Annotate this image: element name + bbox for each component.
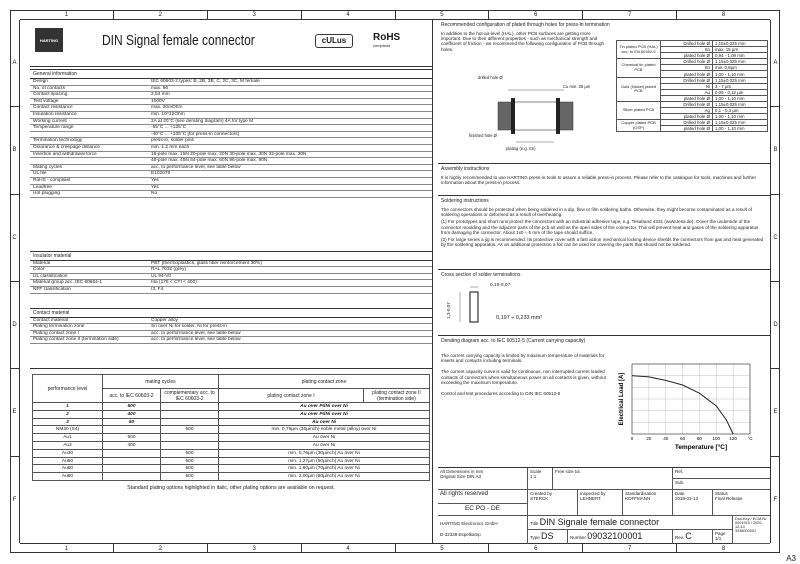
plating-param: Drilled hole Ø (661, 101, 713, 107)
spec-label (30, 158, 148, 165)
spec-label: Plating contact zone II (termination side) (30, 337, 148, 344)
sheet-size: A3 (786, 554, 796, 563)
spec-row (30, 177, 432, 184)
right-panel (438, 20, 770, 543)
spec-label: Test voltage (30, 98, 148, 105)
spec-value: IIIa (175 < CTI < 400) (148, 280, 432, 287)
plating-row (617, 120, 768, 126)
derating-p2: The current capacity curve is valid for continuous, non interrupted current loaded contacts of connectors when simultaneous power on all contacts is given, without exceeding the maximum temperature. (441, 369, 606, 385)
plating-param: Sn (661, 47, 713, 53)
perf-plating: Au over Ni (219, 434, 430, 442)
plating-value: max. 15 µm (713, 47, 768, 53)
perf-header-zone2: plating contact zone II (termination side) (364, 389, 430, 403)
ruler-col-5: 5 (395, 10, 489, 19)
spec-label: UL file (30, 171, 148, 178)
assembly-section (438, 164, 770, 196)
tb-number: Number 09032100001 (568, 530, 673, 544)
plating-row (617, 59, 768, 65)
spec-label: UL classification (30, 273, 148, 280)
perf-header-compl: complementary acc. to IEC 60603-2 (161, 389, 219, 403)
spec-value: 2,54 mm (148, 92, 432, 99)
spec-value: E102079 (148, 171, 432, 178)
plating-param: plated hole Ø (661, 126, 713, 132)
spec-value: PBT (thermoplastics, glass fiber reinforcement 30%) (148, 261, 432, 267)
spec-row (30, 111, 432, 118)
plating-type: Copper plated PCB (OSP) (617, 120, 661, 132)
derating-title: Derating diagram acc. to IEC 60512-5 (Current carrying capacity) (441, 338, 586, 344)
spec-label: RoHS - compliant (30, 177, 148, 184)
perf-compl (161, 418, 219, 426)
spec-value: 1000V (148, 98, 432, 105)
tb-status: Status Final Release (713, 490, 770, 516)
spec-row (30, 267, 432, 274)
spec-row (30, 131, 432, 138)
perf-compl: 500 (161, 473, 219, 481)
perf-iec (103, 457, 161, 465)
perf-iec: 500 (103, 434, 161, 442)
plating-value: 1,00 - 1,10 mm (713, 114, 768, 120)
ruler-col-8: 8 (676, 10, 770, 19)
label-finished: finished hole Ø (469, 133, 497, 138)
insulator-table (30, 261, 432, 294)
contact-table (30, 318, 432, 344)
soldering-p2: (1) For prototypes and short runs protect the connectors with an industrial adhesive tape, e.g. Tesaband 4331 (www.tesa.de). Cover the underside of the connector moulding and the adjacent parts of the pcb as well as the open sides of the connector. This will prevent heat and gases of the soldering apparatus from damaging the connector. About 1x0 ÷ 5 mm of the tape should suffice. (441, 219, 759, 235)
plating-param: plated hole Ø (661, 114, 713, 120)
plating-row (617, 101, 768, 107)
spec-value: I3, F4 (148, 287, 432, 294)
perf-compl (161, 442, 219, 450)
ruler-col-4: 4 (301, 10, 395, 19)
ruler-col-7: 7 (582, 10, 676, 19)
plating-param: Drilled hole Ø (661, 120, 713, 126)
perf-compl (161, 403, 219, 411)
ul-cert-icon: cULus (315, 34, 353, 48)
ruler-col-3: 3 (207, 544, 301, 553)
plating-param: plated hole Ø (661, 53, 713, 59)
pcb-section (438, 20, 770, 164)
ruler-col-5: 5 (395, 544, 489, 553)
spec-value: Yes (148, 177, 432, 184)
ruler-row-B: B (10, 106, 19, 193)
label-drilled: drilled hole Ø (478, 75, 503, 80)
perf-compl (161, 434, 219, 442)
plating-type: Tin plated PCB (HAL) acc. to EN 60352-5 (617, 41, 661, 59)
chart-ylabel: Electrical Load [A] (619, 372, 625, 426)
insulator-title: Insulator material (30, 252, 432, 261)
spec-label: Hot plugging (30, 191, 148, 198)
plating-value: 0,05 - 0,12 µm (713, 89, 768, 95)
plating-note: Standard plating options highlighted in italic, other plating options are available on request. (127, 485, 335, 491)
spec-value: UL 94-V0 (148, 273, 432, 280)
label-plating: plating (e.g. Sn) (506, 146, 536, 151)
plating-value: 1,00 - 1,10 mm (713, 126, 768, 132)
tb-scale: Scale 1:1 (528, 468, 553, 490)
plating-param: Drilled hole Ø (661, 77, 713, 83)
tb-ref: Ref. (673, 468, 770, 479)
spec-value: Yes (148, 184, 432, 191)
spec-label (30, 131, 148, 138)
perf-plating: min. 1,27µm (50µinch) Au over Ni (219, 457, 430, 465)
plating-value: 1,15±0,025 mm (713, 101, 768, 107)
spec-row (30, 273, 432, 280)
perf-row (33, 465, 430, 473)
plating-type: Chemical tin plated PCB (617, 59, 661, 77)
tb-date: Date 2018-03-13 (673, 490, 713, 516)
ruler-col-7: 7 (582, 544, 676, 553)
soldering-p3: (2) For large series a jig is recommended. Its protective cover with a fast action mechanical locking device shields the connectors from gas and heat generated by the soldering apparatus. As an additional protection a foil can be used for covering the parts that should not be soldered. (441, 237, 764, 248)
spec-value: acc. to performance level, see table below (148, 330, 432, 337)
perf-header-zone1: plating contact zone I (219, 389, 364, 403)
perf-level: NM30 (S4) (33, 426, 103, 434)
perf-row (33, 434, 430, 442)
perf-row (33, 473, 430, 481)
spec-value: -40°C ... +105°C [for press-in connectors] (148, 131, 432, 138)
plating-param: Drilled hole Ø (661, 41, 713, 47)
spec-value: No (148, 191, 432, 198)
perf-level: Au50 (33, 457, 103, 465)
derating-p1: The current carrying capacity is limited by maximum temperature of materials for inserts and contacts including terminals. (441, 353, 605, 364)
perf-iec (103, 449, 161, 457)
derating-chart (616, 356, 766, 456)
tb-created: Created by STERCK (528, 490, 578, 516)
header (30, 20, 432, 67)
perf-plating: Au over PdNi over Ni (219, 403, 430, 411)
chart-x-tick: 40 (663, 436, 669, 441)
ruler-row-F: F (10, 456, 19, 543)
spec-label: Plating contact zone I (30, 330, 148, 337)
spec-label: Temperature range (30, 125, 148, 132)
plating-type: Gold (Nickel) plated PCB (617, 77, 661, 101)
chart-x-tick: 100 (712, 436, 721, 441)
perf-level: Au1 (33, 434, 103, 442)
spec-label: Contact resistance (30, 105, 148, 112)
assembly-text: It is highly recommended to use HARTING press-in tools to assure a reliable press-in process. Please refer to the catalogue for tools, machines and further information about the press-in process. (441, 175, 756, 186)
dim-side: 1,3-0,07 (445, 302, 451, 319)
spec-value: 48-pole max. 45N 64-pole max. 60N 96-pole max. 90N (148, 158, 432, 165)
perf-plating: min. 2,00µm (80µinch) Au over Ni (219, 473, 430, 481)
perf-iec: 500 (103, 403, 161, 411)
tb-title: Title DIN Signale female connector (528, 516, 733, 530)
spec-label: No. of contacts (30, 85, 148, 92)
spec-row (30, 92, 432, 99)
perf-header-mating: mating cycles (103, 375, 219, 389)
ruler-col-2: 2 (113, 10, 207, 19)
spec-row (30, 184, 432, 191)
perf-plating: min. 0,76µm (30µinch) Au over Ni (219, 449, 430, 457)
ruler-col-1: 1 (64, 12, 69, 18)
spec-row (30, 138, 432, 145)
ruler-col-2: 2 (113, 544, 207, 553)
perf-iec (103, 473, 161, 481)
spec-label: Color (30, 267, 148, 274)
label-cu: Cu min. 25 µm (563, 84, 591, 89)
perf-compl (161, 410, 219, 418)
perf-iec (103, 465, 161, 473)
spec-row (30, 105, 432, 112)
spec-row (30, 337, 432, 344)
spec-row (30, 144, 432, 151)
plating-value: min. 0,8µm (713, 65, 768, 71)
spec-value: -55°C ... +125°C (148, 125, 432, 132)
tb-rights: All rights reserved (438, 490, 528, 504)
soldering-title: Soldering instructions (441, 198, 489, 204)
ruler-row-C: C (771, 194, 780, 281)
plating-value: 1,00 - 1,10 mm (713, 71, 768, 77)
perf-iec: 50 (103, 418, 161, 426)
chart-xlabel: Temperature [°C] (674, 444, 728, 451)
perf-row (33, 403, 430, 411)
spec-row (30, 280, 432, 287)
left-panel (30, 20, 433, 543)
tb-type: Type DS (528, 530, 568, 544)
spec-row (30, 125, 432, 132)
plating-value: 1,15±0,025 mm (713, 120, 768, 126)
spec-row (30, 158, 432, 165)
ruler-row-A: A (773, 60, 778, 67)
perf-compl: 500 (161, 465, 219, 473)
perf-iec: 400 (103, 410, 161, 418)
perf-row (33, 442, 430, 450)
tb-page: Page 1/1 (713, 530, 733, 544)
general-title: General information (30, 70, 432, 79)
perf-level: 1 (33, 403, 103, 411)
spec-label: Working current (30, 118, 148, 125)
ruler-col-1: 1 (64, 546, 69, 552)
chart-x-tick: 0 (630, 436, 634, 441)
plating-value: 1,15±0,025 mm (713, 41, 768, 47)
spec-label: Leadfree (30, 184, 148, 191)
ruler-col-4: 4 (301, 544, 395, 553)
column-ruler-bottom (20, 543, 770, 553)
perf-level: 2 (33, 410, 103, 418)
tb-sub: Sub. (673, 479, 770, 490)
spec-label: Material (30, 261, 148, 267)
perf-plating: min. 1,60µm (70µinch) Au over Ni (219, 465, 430, 473)
ruler-row-D: D (771, 281, 780, 368)
spec-label: Insulation resistance (30, 111, 148, 118)
tb-inspected: Inspected by LEHNERT (578, 490, 623, 516)
spec-row (30, 330, 432, 337)
perf-row (33, 426, 430, 434)
ruler-row-A: A (12, 60, 17, 67)
plating-type: Silver plated PCB (617, 101, 661, 119)
perf-level: Au30 (33, 449, 103, 457)
perf-compl: 500 (161, 426, 219, 434)
spec-value: acc. to performance level, see table below (148, 164, 432, 171)
ruler-col-8: 8 (676, 544, 770, 553)
perf-level: Au80 (33, 473, 103, 481)
spec-label: Termination technology (30, 138, 148, 145)
perf-row (33, 449, 430, 457)
spec-row (30, 85, 432, 92)
row-ruler-left (10, 20, 20, 543)
tb-dims: All Dimensions in mm Original Size DIN A3 (438, 468, 528, 490)
spec-value: max. 20mOhm (148, 105, 432, 112)
spec-row (30, 287, 432, 294)
spec-label: Mating cycles (30, 164, 148, 171)
title-block (438, 467, 770, 543)
plating-param: Ni (661, 83, 713, 89)
ruler-col-6: 6 (488, 10, 582, 19)
perf-plating: Au over PdNi over Ni (219, 410, 430, 418)
perf-level: Au60 (33, 465, 103, 473)
spec-label: Material group acc. IEC 60664-1 (30, 280, 148, 287)
row-ruler-right (770, 20, 780, 543)
spec-label: Contact spacing (30, 92, 148, 99)
ruler-row-B: B (771, 106, 780, 193)
tb-free: Free size tol. (553, 468, 673, 490)
derating-section (438, 336, 770, 467)
dim-top: 0,15-0,07 (490, 283, 511, 288)
harting-logo: HARTING (35, 28, 63, 52)
column-ruler-top (20, 10, 770, 20)
derating-p3: Control and test procedures according to DIN IEC 60512-5 (441, 391, 561, 397)
ruler-row-D: D (10, 281, 19, 368)
plating-value: 1,00 - 1,10 mm (713, 95, 768, 101)
perf-iec: 400 (103, 442, 161, 450)
spec-label: Design (30, 79, 148, 85)
spec-row (30, 151, 432, 158)
ruler-col-3: 3 (207, 10, 301, 19)
perf-level: 3 (33, 418, 103, 426)
spec-value: min. 10^12Ohm (148, 111, 432, 118)
perf-level: Au2 (33, 442, 103, 450)
page-title: DIN Signal female connector (102, 32, 255, 49)
spec-row (30, 164, 432, 171)
spec-value: min. 1.2 mm each (148, 144, 432, 151)
spec-label: Plating termination zone (30, 324, 148, 331)
spec-value: IEC 60603-2 types: B, 2B, 3B, C, 2C, 3C, M female (148, 79, 432, 85)
spec-value: RAL 7032 (grey) (148, 267, 432, 274)
pcb-text: In addition to the hot-air-level (HAL), other PCB surfaces are getting more important. Due to their different properties - such as mechanical strength and coefficient of friction - we recommend the following configuration of PCB through holes. (441, 31, 605, 52)
assembly-title: Assembly instructions (441, 166, 490, 172)
perf-row (33, 410, 430, 418)
cross-section-diagram (452, 282, 492, 332)
ruler-row-E: E (771, 368, 780, 455)
perf-iec (103, 426, 161, 434)
pcb-title: Recommended configuration of plated through holes for press-in termination (441, 22, 610, 28)
plating-param: Ag (661, 108, 713, 114)
tb-doc: Doc-Key / ECM-Nr. 0001919 / 2020-12-14 3338000001 (733, 516, 770, 544)
tb-rev: Rev. C (673, 530, 713, 544)
spec-row (30, 171, 432, 178)
contact-title: Contact material (30, 309, 432, 318)
perf-plating: Au over Ni (219, 442, 430, 450)
plating-row (617, 77, 768, 83)
spec-label: Contact material (30, 318, 148, 324)
plating-param: Sn (661, 65, 713, 71)
spec-value: press-in, solder pins (148, 138, 432, 145)
plating-value: 1,15±0,025 mm (713, 59, 768, 65)
cross-section (438, 270, 770, 336)
chart-x-tick: 120 (729, 436, 737, 441)
perf-row (33, 457, 430, 465)
plating-param: plated hole Ø (661, 95, 713, 101)
spec-label: Insertion and withdrawal force (30, 151, 148, 158)
plating-value: 1,15±0,025 mm (713, 77, 768, 83)
plating-param: Au (661, 89, 713, 95)
plating-value: 0,94 - 1,09 mm (713, 53, 768, 59)
perf-header-level: performance level (33, 375, 103, 403)
spec-row (30, 324, 432, 331)
perf-compl: 500 (161, 449, 219, 457)
spec-value: 16-pole max. 15N 20-pole max. 20N 30-pole max. 30N 32-pole max. 30N (148, 151, 432, 158)
perf-plating: min. 0,76µm (30µinch) noble metal (alloy) over Ni (219, 426, 430, 434)
spec-label: Clearance & creepage distance (30, 144, 148, 151)
performance-table (32, 374, 430, 481)
chart-x-tick: °C (747, 436, 753, 441)
plating-row (617, 41, 768, 47)
ruler-row-E: E (10, 368, 19, 455)
perf-header-iec: acc. to IEC 60603-2 (103, 389, 161, 403)
spec-value: Copper alloy (148, 318, 432, 324)
perf-compl: 500 (161, 457, 219, 465)
rohs-logo: RoHS compliant (373, 32, 401, 48)
perf-header-plating: plating contact zone (219, 375, 430, 389)
ruler-row-C: C (10, 194, 19, 281)
spec-value: 2A at 20°C (see derating diagram) 4A for type M (148, 118, 432, 125)
general-table (30, 79, 432, 198)
tb-dept: EC PO - DE (438, 504, 528, 516)
tb-company: HARTING Electronics GmbH D-32339 Espelkamp (438, 516, 528, 544)
ruler-row-F: F (771, 456, 780, 543)
tb-std: Standardisation KOFFMANN (623, 490, 673, 516)
cross-title: Cross section of solder terminations (441, 272, 521, 278)
plating-param: Drilled hole Ø (661, 59, 713, 65)
chart-x-tick: 60 (680, 436, 686, 441)
chart-x-tick: 20 (646, 436, 652, 441)
spec-value: Sn over Ni for solder, Ni for press-in (148, 324, 432, 331)
plating-table (616, 40, 768, 132)
spec-row (30, 118, 432, 125)
ruler-col-6: 6 (488, 544, 582, 553)
area-label: 0,197 ÷ 0,233 mm² (496, 315, 543, 321)
soldering-p1: The connectors should be protected when being soldered in a dip, flow or film soldering baths. Otherwise, they might become contaminated as a result of soldering operations or deformed as a result of overheating. (441, 207, 753, 218)
spec-label: NFF classification (30, 287, 148, 294)
chart-x-tick: 80 (696, 436, 702, 441)
spec-row (30, 191, 432, 198)
perf-row (33, 418, 430, 426)
spec-value: acc. to performance level, see table below (148, 337, 432, 344)
plating-value: 3 - 7 µm (713, 83, 768, 89)
performance-section (30, 369, 432, 491)
plating-value: 0,1 - 0,3 µm (713, 108, 768, 114)
spec-value: max. 96 (148, 85, 432, 92)
spec-row (30, 98, 432, 105)
soldering-section (438, 196, 770, 270)
perf-plating: Au over Ni (219, 418, 430, 426)
plating-param: plated hole Ø (661, 71, 713, 77)
